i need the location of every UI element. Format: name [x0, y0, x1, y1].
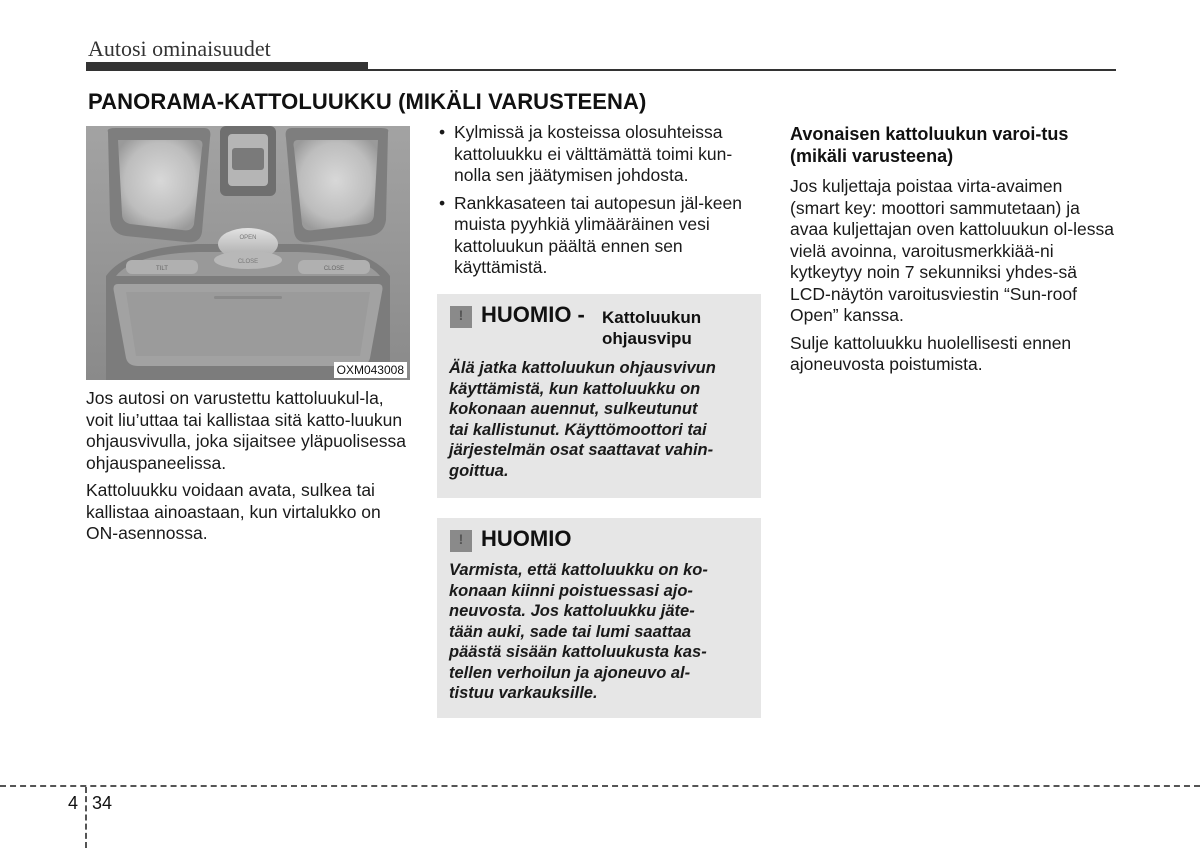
page-number: 34 [92, 793, 113, 813]
text-line: tistuu varkauksille. [449, 684, 598, 702]
warning-description [790, 176, 1116, 376]
footer-rule [0, 785, 1200, 787]
caution-subtitle: ohjausvipu [602, 329, 692, 348]
text-line: goittua. [449, 461, 509, 480]
caution-title: HUOMIO - [481, 302, 585, 327]
caution-box-lever [437, 294, 761, 498]
caution-subtitle: Kattoluukun [602, 308, 702, 327]
text-line: Älä jatka kattoluukun ohjausvivun [449, 359, 716, 377]
header-bar [86, 62, 368, 69]
overhead-console-photo [86, 126, 410, 380]
text-line: järjestelmän osat saattavat vahin- [449, 441, 714, 459]
button-label: CLOSE [323, 266, 345, 272]
text-line: päästä sisään kattoluukusta kas- [449, 643, 707, 661]
subsection-heading: Avonaisen kattoluukun varoi-tus (mikäli varusteena) [790, 124, 1069, 166]
caution-box-closing [437, 518, 761, 718]
header-rule [86, 69, 1116, 71]
button-label: OPEN [239, 235, 257, 241]
section-title: PANORAMA-KATTOLUUKKU (MIKÄLI VARUSTEENA) [88, 89, 647, 114]
paragraph: Jos autosi on varustettu kattoluukul-la, voit liu’uttaa tai kallistaa sitä katto-luukun ohjausvivulla, joka sijaitsee yläpuolisessa ohjauspaneelissa. [86, 388, 407, 473]
footer-divider [85, 787, 87, 848]
text-line: tellen verhoilun ja ajoneuvo al- [449, 663, 691, 682]
text-line: Varmista, että kattoluukku on ko- [449, 561, 708, 579]
button-label: TILT [156, 266, 168, 272]
text-line: kokonaan auennut, sulkeutunut [449, 400, 698, 418]
paragraph: Jos kuljettaja poistaa virta-avaimen (smart key: moottori sammutetaan) ja avaa kuljettajan oven kattoluukun ol-lessa vielä avoinna, varoitusmerkkiää-ni kytkeytyy noin 7 sekunniksi yhdes-sä LCD-näytön varoitusviestin “Sun-roof Open” kanssa. [790, 176, 1114, 325]
caution-text [449, 358, 755, 481]
running-head: Autosi ominaisuudet [88, 36, 271, 61]
figure-code: OXM043008 [334, 362, 407, 378]
caution-text [449, 560, 755, 704]
button-label: CLOSE [237, 259, 259, 265]
text-line: neuvosta. Jos kattoluukku jäte- [449, 602, 695, 620]
list-item: • Rankkasateen tai autopesun jäl-keen muista pyyhkiä ylimääräinen vesi kattoluukun päältä ennen sen käyttämistä. [438, 193, 762, 279]
text-line: konaan kiinni poistuessasi ajo- [449, 581, 693, 600]
paragraph: Sulje kattoluukku huolellisesti ennen ajoneuvosta poistumista. [790, 332, 1072, 374]
text-line: tään auki, sade tai lumi saattaa [449, 622, 692, 641]
chapter-number: 4 [68, 793, 79, 813]
warning-icon: ! [450, 306, 472, 328]
text-line: tai kallistunut. Käyttömoottori tai [449, 420, 707, 439]
overhead-console-illustration [86, 126, 410, 380]
tips-list [438, 122, 762, 285]
warning-icon: ! [450, 530, 472, 552]
caution-title: HUOMIO [481, 526, 572, 551]
list-item: • Kylmissä ja kosteissa olosuhteissa kattoluukku ei välttämättä toimi kun-nolla sen jäätymisen johdosta. [438, 122, 762, 187]
text-line: käyttämistä, kun kattoluukku on [449, 379, 701, 398]
intro-text [86, 388, 410, 545]
paragraph: Kattoluukku voidaan avata, sulkea tai kallistaa ainoastaan, kun virtalukko on ON-asennossa. [86, 480, 381, 543]
